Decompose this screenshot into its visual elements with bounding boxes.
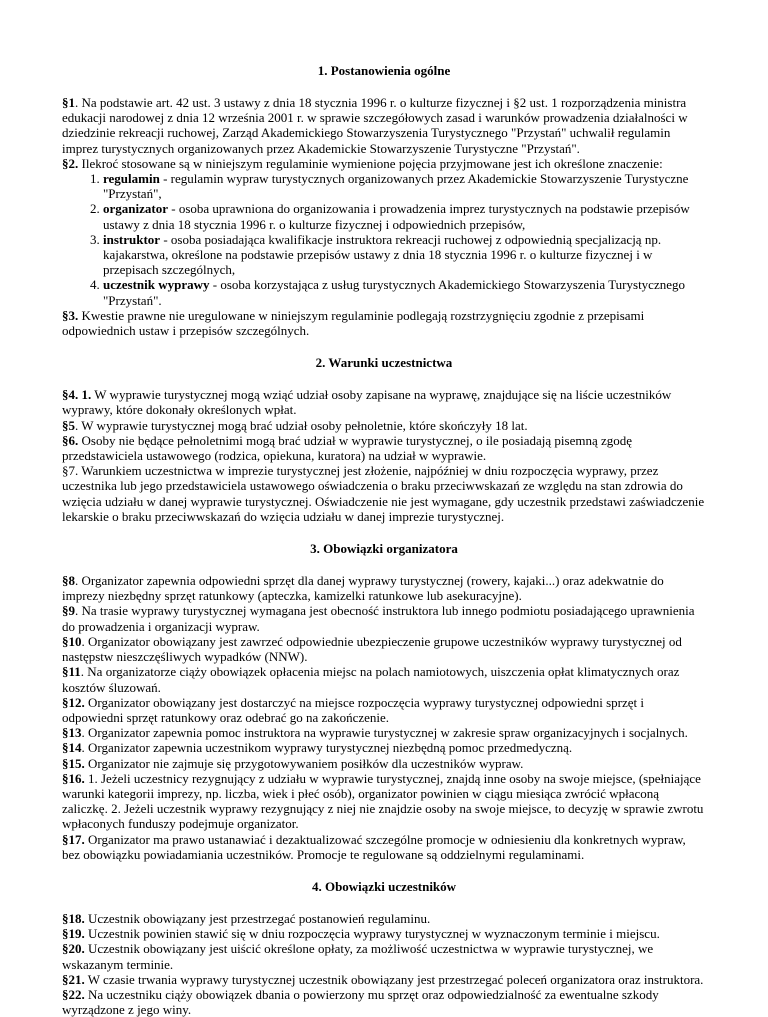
- paragraph-text: Uczestnik obowiązany jest przestrzegać postanowień regulaminu.: [84, 910, 431, 926]
- paragraph-label: §8: [62, 573, 75, 589]
- paragraph: [62, 987, 706, 1017]
- paragraph-label: §17.: [62, 831, 85, 847]
- paragraph: [62, 972, 706, 987]
- paragraph: [62, 926, 706, 941]
- list-item: [103, 277, 706, 307]
- paragraph: [62, 756, 706, 771]
- paragraph: [62, 664, 706, 694]
- paragraph-text: . Na podstawie art. 42 ust. 3 ustawy z dnia 18 stycznia 1996 r. o kulturze fizycznej i §2 ust. 1 rozporządzenia ministra edukacji narodowej z dnia 12 września 2001 r. w sprawie szczegółowych zasad i warunków prowadzenia działalności w dziedzinie rekreacji ruchowej, Zarząd Akademickiego Stowarzyszenia Turystycznego "Przystań" uchwalił regulamin imprez turystycznych organizowanych przez Akademickie Stowarzyszenie Turystyczne "Przystań".: [62, 95, 688, 156]
- section-heading: 2. Warunki uczestnictwa: [315, 355, 453, 371]
- paragraph: [62, 418, 706, 433]
- paragraph-label: §15.: [62, 755, 85, 771]
- definition-text: - osoba korzystająca z usług turystycznych Akademickiego Stowarzyszenia Turystycznego "Przystań".: [103, 277, 685, 308]
- section-participant-duties: [62, 879, 706, 1017]
- section-organizer-duties: [62, 541, 706, 862]
- paragraph: [62, 95, 706, 156]
- paragraph-label: §12.: [62, 694, 85, 710]
- definition-text: - osoba uprawniona do organizowania i prowadzenia imprez turystycznych na podstawie przepisów ustawy z dnia 18 stycznia 1996 r. o kulturze fizycznej i odpowiednich przepisów,: [103, 201, 690, 232]
- paragraph: [62, 603, 706, 633]
- paragraph-text: W wyprawie turystycznej mogą wziąć udział osoby zapisane na wyprawę, znajdujące się na liście uczestników wyprawy, które dokonały określonych wpłat.: [62, 387, 672, 418]
- definition-term: regulamin: [103, 171, 160, 187]
- paragraph-text: Uczestnik powinien stawić się w dniu rozpoczęcia wyprawy turystycznej w wyznaczonym terminie i miejscu.: [84, 926, 660, 942]
- paragraph-label: §13: [62, 725, 82, 741]
- definitions-list: [62, 171, 706, 308]
- paragraph-text: . W wyprawie turystycznej mogą brać udział osoby pełnoletnie, które skończyły 18 lat.: [75, 417, 528, 433]
- definition-text: - osoba posiadająca kwalifikacje instruktora rekreacji ruchowej z odpowiednią specjalizacją np. kajakarstwa, określone na podstawie przepisów ustawy z dnia 18 stycznia 1996 r. o kulturze fizycznej i w przepisach szczególnych,: [103, 231, 662, 278]
- definition-text: - regulamin wypraw turystycznych organizowanych przez Akademickie Stowarzyszenie Turystyczne "Przystań",: [103, 171, 689, 202]
- list-item: [103, 201, 706, 231]
- definition-term: uczestnik wyprawy: [103, 277, 210, 293]
- paragraph-label: §1: [62, 95, 75, 110]
- paragraph-text: . Organizator zapewnia pomoc instruktora na wyprawie turystycznej w zakresie spraw organizacyjnych i socjalnych.: [81, 725, 688, 741]
- paragraph-text: Osoby nie będące pełnoletnimi mogą brać udział w wyprawie turystycznej, o ile posiadają pisemną zgodę przedstawiciela ustawowego (rodzica, opiekuna, kuratora) na udział w wyprawie.: [62, 432, 633, 464]
- paragraph: [62, 156, 706, 171]
- definition-term: organizator: [103, 201, 168, 217]
- paragraph-text: Na uczestniku ciąży obowiązek dbania o powierzony mu sprzęt oraz odpowiedzialność za ewentualne szkody wyrządzone z jego winy.: [62, 986, 659, 1017]
- paragraph-label: §6.: [62, 432, 79, 448]
- paragraph-text: Organizator obowiązany jest dostarczyć na miejsce rozpoczęcia wyprawy turystycznej odpowiedni sprzęt i odpowiedni sprzęt ratunkowy oraz odebrać go na zakończenie.: [62, 694, 645, 725]
- paragraph-text: Ilekroć stosowane są w niniejszym regulaminie wymienione pojęcia przyjmowane jest ich określone znaczenie:: [78, 155, 663, 171]
- paragraph-label: §18.: [62, 910, 85, 926]
- paragraph: [62, 387, 706, 417]
- paragraph-label: §2.: [62, 155, 79, 171]
- paragraph: [62, 634, 706, 664]
- paragraph: [62, 725, 706, 740]
- paragraph-text: Organizator nie zajmuje się przygotowywaniem posiłków dla uczestników wypraw.: [84, 755, 524, 771]
- list-item: [103, 232, 706, 278]
- paragraph-label: §20.: [62, 941, 85, 957]
- paragraph: [62, 695, 706, 725]
- paragraph-label: §14: [62, 740, 82, 756]
- paragraph: [62, 308, 706, 338]
- section-general-provisions: [62, 63, 706, 338]
- section-heading: 4. Obowiązki uczestników: [311, 878, 457, 894]
- paragraph: [62, 433, 706, 463]
- paragraph-label: §9: [62, 603, 75, 619]
- paragraph-label: §19.: [62, 926, 85, 942]
- paragraph-text: W czasie trwania wyprawy turystycznej uczestnik obowiązany jest przestrzegać poleceń organizatora oraz instruktora.: [84, 971, 704, 987]
- paragraph-text: Organizator ma prawo ustanawiać i dezaktualizować szczególne promocje w odniesieniu dla konkretnych wypraw, bez obowiązku powiadamiania uczestników. Promocje te regulowane są oddzielnymi regulaminami.: [62, 831, 686, 862]
- paragraph-text: . Organizator zapewnia uczestnikom wyprawy turystycznej niezbędną pomoc przedmedyczną.: [81, 740, 573, 756]
- paragraph-text: . Organizator obowiązany jest zawrzeć odpowiednie ubezpieczenie grupowe uczestników wyprawy turystycznej od następstw nieszczęśliwych wypadków (NNW).: [62, 633, 682, 665]
- section-heading: 3. Obowiązki organizatora: [310, 541, 458, 557]
- paragraph-label: §11: [62, 664, 81, 680]
- paragraph-label: §5: [62, 417, 75, 433]
- paragraph-label: §3.: [62, 307, 79, 323]
- paragraph: [62, 832, 706, 862]
- paragraph: [62, 573, 706, 603]
- paragraph-text: . Na organizatorze ciąży obowiązek opłacenia miejsc na polach namiotowych, uiszczenia opłat klimatycznych oraz kosztów śluzowań.: [62, 664, 680, 695]
- paragraph: [62, 771, 706, 832]
- paragraph-label: §16.: [62, 770, 85, 786]
- section-participation-conditions: [62, 355, 706, 524]
- paragraph-text: . Organizator zapewnia odpowiedni sprzęt dla danej wyprawy turystycznej (rowery, kajaki...) oraz adekwatnie do imprezy niezbędny sprzęt ratunkowy (apteczka, kamizelki ratunkowe lub asekuracyjne).: [62, 573, 664, 604]
- paragraph-text: Kwestie prawne nie uregulowane w niniejszym regulaminie podlegają rozstrzygnięciu zgodnie z przepisami odpowiednich ustaw i przepisów szczególnych.: [62, 307, 645, 339]
- paragraph-text: §7. Warunkiem uczestnictwa w imprezie turystycznej jest złożenie, najpóźniej w dniu rozpoczęcia wyprawy, przez uczestnika lub jego przedstawiciela ustawowego oświadczenia o braku przeciwwskazań ze względu na stan zdrowia do wzięcia udziału w danej wyprawie turystycznej. Oświadczenie nie jest wymagane, gdy uczestnik przedstawi zaświadczenie lekarskie o braku przeciwwskazań do wzięcia udziału w danej imprezie turystycznej.: [62, 463, 705, 524]
- paragraph: [62, 740, 706, 755]
- paragraph-text: . Na trasie wyprawy turystycznej wymagana jest obecność instruktora lub innego podmiotu posiadającego uprawnienia do prowadzenia i organizacji wypraw.: [62, 603, 695, 634]
- paragraph-label: §21.: [62, 971, 85, 987]
- section-heading: 1. Postanowienia ogólne: [317, 63, 451, 78]
- paragraph: [62, 463, 706, 524]
- paragraph-text: Uczestnik obowiązany jest uiścić określone opłaty, za możliwość uczestnictwa w wyprawie turystycznej, we wskazanym terminie.: [62, 941, 654, 972]
- paragraph: [62, 911, 706, 926]
- list-item: [103, 171, 706, 201]
- paragraph: [62, 941, 706, 971]
- paragraph-label: §22.: [62, 986, 85, 1002]
- paragraph-text: 1. Jeżeli uczestnicy rezygnujący z udziału w wyprawie turystycznej, znajdą inne osoby na swoje miejsce, (spełniające warunki kategorii imprezy, np. liczba, wiek i płeć osób), organizator powinien w ciągu miesiąca zwrócić wpłaconą zaliczkę. 2. Jeżeli uczestnik wyprawy rezygnujący z niej nie znajdzie osoby na swoje miejsce, to decyzję w sprawie zwrotu wpłaconych funduszy podejmuje organizator.: [62, 770, 704, 832]
- definition-term: instruktor: [103, 231, 161, 247]
- paragraph-label: §4. 1.: [62, 387, 92, 403]
- paragraph-label: §10: [62, 633, 82, 649]
